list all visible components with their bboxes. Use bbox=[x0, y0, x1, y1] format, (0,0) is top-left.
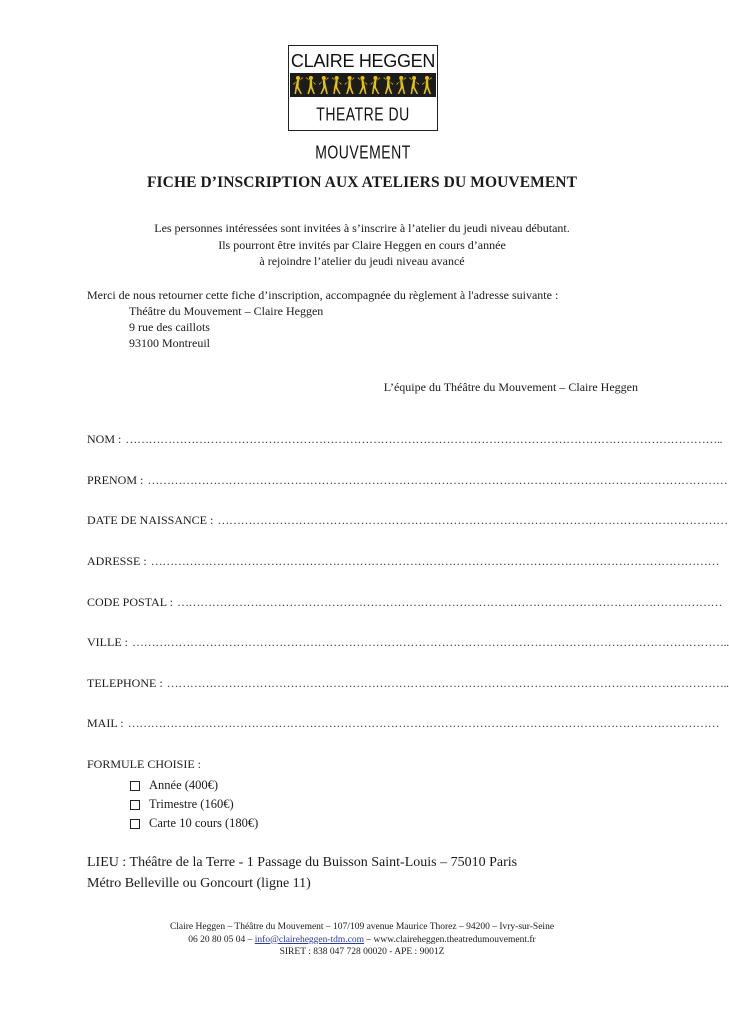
field-label: VILLE : bbox=[87, 635, 128, 649]
logo bbox=[288, 45, 438, 163]
logo-bottom-text: THEATRE DU MOUVEMENT bbox=[315, 103, 411, 163]
footer-address: Claire Heggen – Théâtre du Mouvement – 107/109 avenue Maurice Thorez – 94200 – Ivry-sur-Seine bbox=[169, 922, 555, 932]
field-dotted-line[interactable]: …………………………………………………………………………………………………………………… bbox=[217, 513, 728, 527]
intro-text bbox=[0, 220, 724, 270]
field-nom[interactable] bbox=[87, 432, 723, 447]
email-link[interactable]: info@claireheggen-tdm.com bbox=[254, 934, 365, 945]
field-label: DATE DE NAISSANCE : bbox=[87, 513, 214, 527]
option-annee[interactable] bbox=[130, 776, 258, 795]
field-dotted-line[interactable]: …………………………………………………………………………………………………………………………………… bbox=[147, 473, 728, 487]
signature: L’équipe du Théâtre du Mouvement – Claire Heggen bbox=[383, 380, 638, 394]
formule-options bbox=[130, 776, 258, 833]
field-label: MAIL : bbox=[87, 716, 124, 730]
field-adresse[interactable] bbox=[87, 554, 720, 569]
field-mail[interactable] bbox=[87, 716, 720, 731]
logo-figures-band bbox=[290, 73, 436, 97]
field-label: ADRESSE : bbox=[87, 554, 147, 568]
return-instructions: Merci de nous retourner cette fiche d’inscription, accompagnée du règlement à l'adresse suivante : bbox=[87, 288, 559, 302]
postal-address bbox=[129, 303, 323, 351]
option-label: Trimestre (160€) bbox=[149, 797, 234, 811]
formule-label: FORMULE CHOISIE : bbox=[87, 757, 202, 771]
field-date-naissance[interactable] bbox=[87, 513, 728, 528]
venue-line: LIEU : Théâtre de la Terre - 1 Passage du Buisson Saint-Louis – 75010 Paris bbox=[87, 855, 518, 870]
field-label: PRENOM : bbox=[87, 473, 144, 487]
intro-line: Ils pourront être invités par Claire Heggen en cours d’année bbox=[218, 237, 506, 252]
footer-siret: SIRET : 838 047 728 00020 - APE : 9001Z bbox=[279, 947, 445, 957]
page-title: FICHE D’INSCRIPTION AUX ATELIERS DU MOUVEMENT bbox=[146, 174, 578, 191]
checkbox-icon[interactable] bbox=[130, 781, 140, 791]
field-label: NOM : bbox=[87, 432, 122, 446]
footer-contact bbox=[0, 934, 724, 947]
footer-website[interactable]: – www.claireheggen.theatredumouvement.fr bbox=[364, 934, 536, 945]
checkbox-icon[interactable] bbox=[130, 800, 140, 810]
intro-line: Les personnes intéressées sont invitées à s’inscrire à l’atelier du jeudi niveau débutant. bbox=[154, 221, 570, 235]
field-prenom[interactable] bbox=[87, 473, 728, 488]
option-label: Année (400€) bbox=[149, 778, 219, 792]
logo-top-text: CLAIRE HEGGEN bbox=[290, 51, 436, 71]
metro-line: Métro Belleville ou Goncourt (ligne 11) bbox=[87, 876, 311, 891]
field-dotted-line[interactable]: ……………………………………………………………………………………………………………………………………… bbox=[127, 716, 720, 730]
intro-line: à rejoindre l’atelier du jeudi niveau avancé bbox=[259, 254, 465, 268]
footer bbox=[0, 921, 724, 959]
option-carte-10-cours[interactable] bbox=[130, 814, 258, 833]
field-label: CODE POSTAL : bbox=[87, 595, 173, 609]
option-trimestre[interactable] bbox=[130, 795, 258, 814]
field-dotted-line[interactable]: ……………………………………………………………………………………………………………………………….. bbox=[166, 676, 729, 690]
field-code-postal[interactable] bbox=[87, 595, 723, 610]
address-line: Théâtre du Mouvement – Claire Heggen bbox=[129, 304, 324, 318]
field-dotted-line[interactable]: ………………………………………………………………………………………………………………………………… bbox=[150, 554, 720, 568]
address-line: 9 rue des caillots bbox=[129, 320, 210, 334]
field-telephone[interactable] bbox=[87, 676, 729, 691]
dancers-figures-icon bbox=[290, 73, 436, 97]
field-ville[interactable] bbox=[87, 635, 729, 650]
address-line: 93100 Montreuil bbox=[129, 336, 210, 350]
venue-info bbox=[87, 852, 517, 894]
footer-phone: 06 20 80 05 04 – bbox=[188, 934, 255, 945]
checkbox-icon[interactable] bbox=[130, 819, 140, 829]
field-label: TELEPHONE : bbox=[87, 676, 163, 690]
field-dotted-line[interactable]: ……………………………………………………………………………………………………………………………………….. bbox=[125, 432, 723, 446]
field-dotted-line[interactable]: …………………………………………………………………………………………………………………………… bbox=[176, 595, 723, 609]
field-dotted-line[interactable]: ……………………………………………………………………………………………………………………………………….. bbox=[132, 635, 729, 649]
option-label: Carte 10 cours (180€) bbox=[149, 816, 259, 830]
